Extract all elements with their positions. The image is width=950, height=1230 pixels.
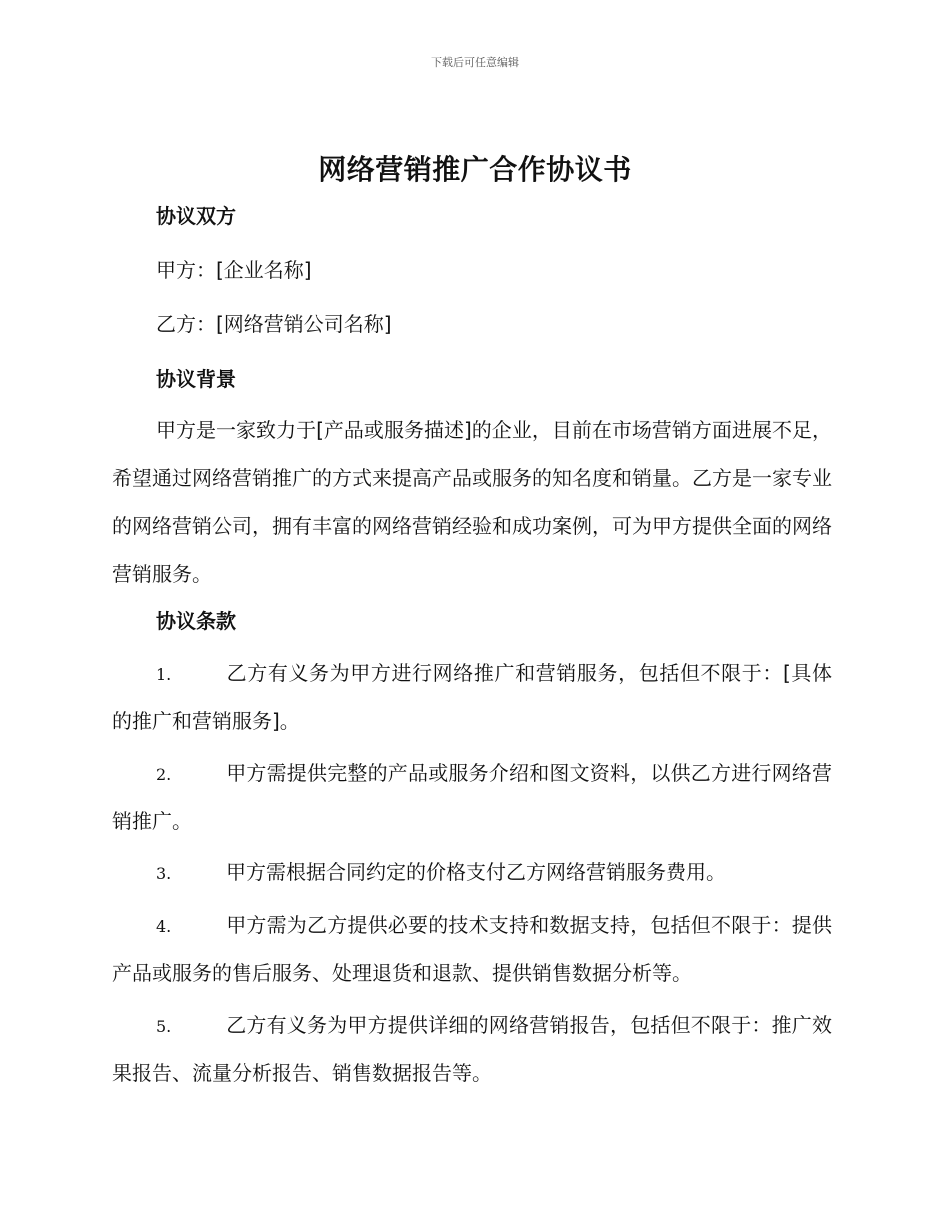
clause-text: 甲方需根据合同约定的价格支付乙方网络营销服务费用。	[226, 860, 726, 884]
clause-item	[112, 750, 832, 844]
header-note: 下载后可任意编辑	[431, 56, 519, 69]
party-a-line: 甲方：[企业名称]	[156, 258, 312, 282]
background-paragraph: 甲方是一家致力于[产品或服务描述]的企业，目前在市场营销方面进展不足，希望通过网络营销推广的方式来提高产品或服务的知名度和销量。乙方是一家专业的网络营销公司，拥有丰富的网络营销经验和成功案例，可为甲方提供全面的网络营销服务。	[112, 418, 832, 586]
terms-heading: 协议条款	[156, 609, 236, 633]
clause-text: 乙方有义务为甲方提供详细的网络营销报告，包括但不限于：推广效果报告、流量分析报告、销售数据报告等。	[112, 1013, 832, 1085]
parties-heading: 协议双方	[156, 204, 236, 228]
party-b-line: 乙方：[网络营销公司名称]	[156, 312, 392, 336]
clause-text: 甲方需提供完整的产品或服务介绍和图文资料，以供乙方进行网络营销推广。	[112, 761, 832, 833]
clause-number: 3.	[156, 864, 172, 883]
background-heading: 协议背景	[156, 367, 236, 391]
clause-number: 1.	[156, 665, 172, 684]
clause-number: 4.	[156, 917, 172, 936]
clause-number: 5.	[156, 1017, 172, 1036]
clause-item	[112, 849, 832, 897]
document-title: 网络营销推广合作协议书	[318, 153, 632, 186]
clause-item	[112, 1002, 832, 1096]
clause-text: 乙方有义务为甲方进行网络推广和营销服务，包括但不限于：[具体的推广和营销服务]。	[112, 661, 832, 733]
clause-number: 2.	[156, 765, 172, 784]
clause-item	[112, 902, 832, 996]
clause-item	[112, 650, 832, 744]
clause-text: 甲方需为乙方提供必要的技术支持和数据支持，包括但不限于：提供产品或服务的售后服务、处理退货和退款、提供销售数据分析等。	[112, 913, 832, 985]
